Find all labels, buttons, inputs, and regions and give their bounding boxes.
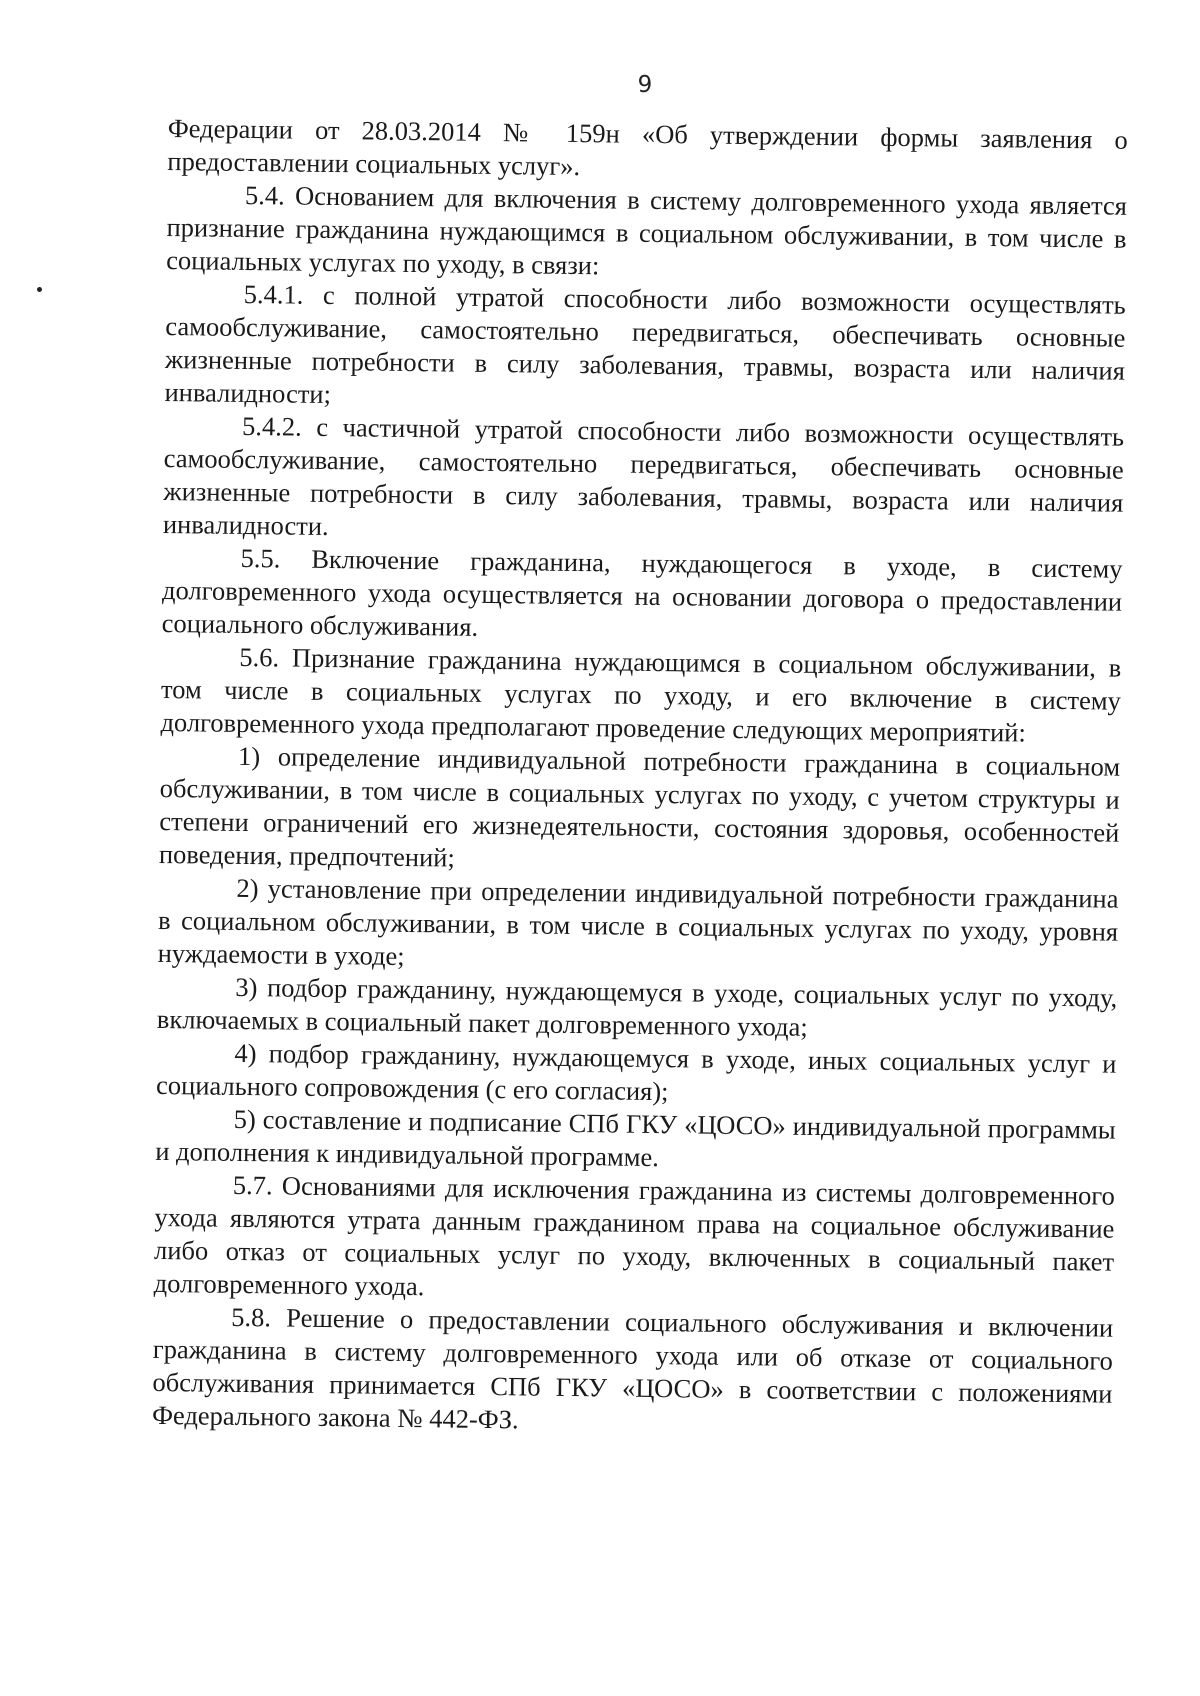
list-item-4: 4) подбор гражданину, нуждающемуся в уходе, иных социальных услуг и социального сопровождения (с его согласия); — [155, 1037, 1117, 1107]
list-item-2: 2) установление при определении индивидуальной потребности гражданина в социальном обслуживании, в том числе в социальных услугах по уходу, уровня нуждаемости в уходе; — [157, 872, 1119, 971]
list-item-1: 1) определение индивидуальной потребности гражданина в социальном обслуживании, в том числе в социальных услугах по уходу, с учетом структуры и степени ограничений его жизнедеятельности, состояния здоровья, особенностей поведения, предпочтений; — [158, 740, 1121, 873]
scan-artifact-dot — [37, 287, 42, 292]
paragraph-5-5: 5.5. Включение гражданина, нуждающегося в уходе, в систему долговременного ухода осуществляется на основании договора о предоставлении социального обслуживания. — [161, 542, 1123, 642]
paragraph-5-8: 5.8. Решение о предоставлении социального обслуживания и включении гражданина в систему долговременного ухода или об отказе от социального обслуживания принимается СПб ГКУ «ЦОСО» в соответствии с положениями Федерального закона № 442-ФЗ. — [151, 1301, 1114, 1435]
document-body — [152, 112, 1128, 1444]
list-item-5: 5) составление и подписание СПб ГКУ «ЦОСО» индивидуальной программы и дополнения к индивидуальной программе. — [155, 1103, 1116, 1173]
list-item-3: 3) подбор гражданину, нуждающемуся в уходе, социальных услуг по уходу, включаемых в социальный пакет долговременного ухода; — [156, 971, 1118, 1042]
paragraph-5-6: 5.6. Признание гражданина нуждающимся в социальном обслуживании, в том числе в социальных услугах по уходу, и его включение в систему долговременного ухода предполагают проведение следующих мероприятий: — [160, 641, 1122, 748]
paragraph-5-7: 5.7. Основаниями для исключения гражданина из системы долговременного ухода являются утрата данным гражданином права на социальное обслуживание либо отказ от социальных услуг по уходу, включенных в социальный пакет долговременного ухода. — [153, 1169, 1116, 1302]
paragraph-continuation: Федерации от 28.03.2014 № 159н «Об утверждении формы заявления о предоставлении социальных услуг». — [167, 112, 1128, 182]
paragraph-5-4: 5.4. Основанием для включения в систему долговременного ухода является признание гражданина нуждающимся в социальном обслуживании, в том числе в социальных услугах по уходу, в связи: — [166, 179, 1128, 281]
paragraph-5-4-2: 5.4.2. с частичной утратой способности либо возможности осуществлять самообслуживание, самостоятельно передвигаться, обеспечивать основные жизненные потребности в силу заболевания, травмы, возраста или наличия инвалидности. — [162, 410, 1125, 541]
page-number: 9 — [637, 72, 653, 98]
paragraph-5-4-1: 5.4.1. с полной утратой способности либо возможности осуществлять самообслуживание, самостоятельно передвигаться, обеспечивать основные жизненные потребности в силу заболевания, травмы, возраста или наличия инвалидности; — [164, 278, 1126, 410]
